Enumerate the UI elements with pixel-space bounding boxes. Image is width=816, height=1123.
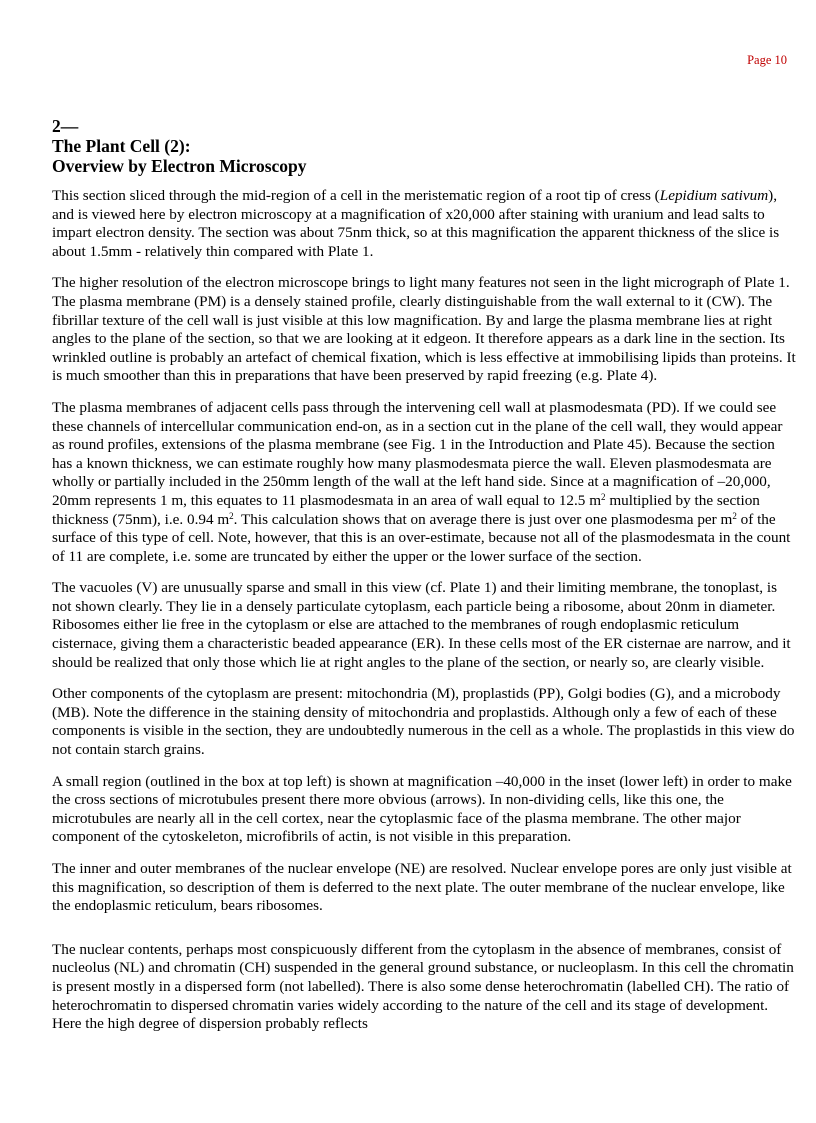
paragraph-8: The nuclear contents, perhaps most conspicuously different from the cytoplasm in the absence of membranes, consist of nucleolus (NL) and chromatin (CH) suspended in the general ground substance, or nucleoplasm. In this cell the chromatin is present mostly in a dispersed form (not labelled). There is also some dense heterochromatin (labelled CH). The ratio of heterochromatin to dispersed chromatin varies widely according to the nature of the cell and its stage of development. Here the high degree of dispersion probably reflects [52,940,794,1033]
paragraph-1 [52,187,796,261]
paragraph-6: A small region (outlined in the box at top left) is shown at magnification –40,000 in the inset (lower left) in order to make the cross sections of microtubules present there more obvious (arrows). In non-dividing cells, like this one, the microtubules are nearly all in the cell cortex, near the cytoplasmic face of the plasma membrane. The other major component of the cytoskeleton, microfibrils of actin, is not visible in this preparation. [52,772,792,846]
paragraph-1-text-b: ), and is viewed here by electron microscopy at a magnification of x20,000 after staining with uranium and lead salts to impart electron density. The section was about 75nm thick, so at this magnification the apparent thickness of the slice is about 1.5mm - relatively thin compared with Plate 1. [52,187,780,260]
paragraph-1-text-a: This section sliced through the mid-region of a cell in the meristematic region of a root tip of cress ( [52,187,660,204]
page-number: Page 10 [747,53,787,67]
paragraph-3 [52,399,796,566]
superscript-squared: 2 [229,510,234,521]
document-body [52,116,796,1047]
species-name: Lepidium sativum [659,187,769,204]
paragraph-3-text-a: The plasma membranes of adjacent cells pass through the intervening cell wall at plasmodesmata (PD). If we could see these channels of intercellular communication end-on, as in a section cut in the plane of the cell wall, they would appear as round profiles, extensions of the plasma membrane (see Fig. 1 in the Introduction and Plate 45). Because the section has a known thickness, we can estimate roughly how many plasmodesmata pierce the wall. Eleven plasmodesmata are wholly or partially included in the 250mm length of the wall at the left hand side. Since at a magnification of –20,000, 20mm represents 1 m, this equates to 11 plasmodesmata in an area of wall equal to 12.5 m [52,398,783,509]
chapter-number: 2— [52,116,79,136]
chapter-subtitle: Overview by Electron Microscopy [52,156,307,176]
paragraph-4: The vacuoles (V) are unusually sparse and small in this view (cf. Plate 1) and their limiting membrane, the tonoplast, is not shown clearly. They lie in a densely particulate cytoplasm, each particle being a ribosome, about 20nm in diameter. Ribosomes either lie free in the cytoplasm or else are attached to the membranes of rough endoplasmic reticulum cisternace, giving them a characteristic beaded appearance (ER). In these cells most of the ER cisternae are narrow, and it should be realized that only those which lie at right angles to the plane of the section, or nearly so, are clearly visible. [52,579,791,671]
paragraph-2: The higher resolution of the electron microscope brings to light many features not seen in the light micrograph of Plate 1. The plasma membrane (PM) is a densely stained profile, clearly distinguishable from the wall external to it (CW). The fibrillar texture of the cell wall is just visible at this low magnification. By and large the plasma membrane lies at right angles to the plane of the section, so that we are looking at it edgeon. It therefore appears as a dark line in the section. Its wrinkled outline is probably an artefact of chemical fixation, which is less effective at immobilising lipids than proteins. It is much smoother than this in preparations that have been preserved by rapid freezing (e.g. Plate 4). [52,274,796,385]
paragraph-3-text-d: of the surface of this type of cell. Note, however, that this is an over-estimate, because not all of the plasmodesmata in the count of 11 are complete, i.e. some are truncated by either the upper or the lower surface of the section. [52,510,791,565]
superscript-squared: 2 [601,491,606,502]
paragraph-3-text-b: multiplied by the section thickness (75nm), i.e. 0.94 m [52,491,760,528]
paragraph-7: The inner and outer membranes of the nuclear envelope (NE) are resolved. Nuclear envelope pores are only just visible at this magnification, so description of them is deferred to the next plate. The outer membrane of the nuclear envelope, like the endoplasmic reticulum, bears ribosomes. [52,860,792,915]
paragraph-5: Other components of the cytoplasm are present: mitochondria (M), proplastids (PP), Golgi bodies (G), and a microbody (MB). Note the difference in the staining density of mitochondria and proplastids. Although only a few of each of these components is visible in the section, they are undoubtedly numerous in the cell as a whole. The proplastids in this view do not contain starch grains. [52,685,795,759]
paragraph-3-text-c: . This calculation shows that on average there is just over one plasmodesma per m [233,510,733,528]
chapter-heading [52,116,796,176]
superscript-squared: 2 [732,510,737,521]
chapter-title: The Plant Cell (2): [52,136,191,156]
